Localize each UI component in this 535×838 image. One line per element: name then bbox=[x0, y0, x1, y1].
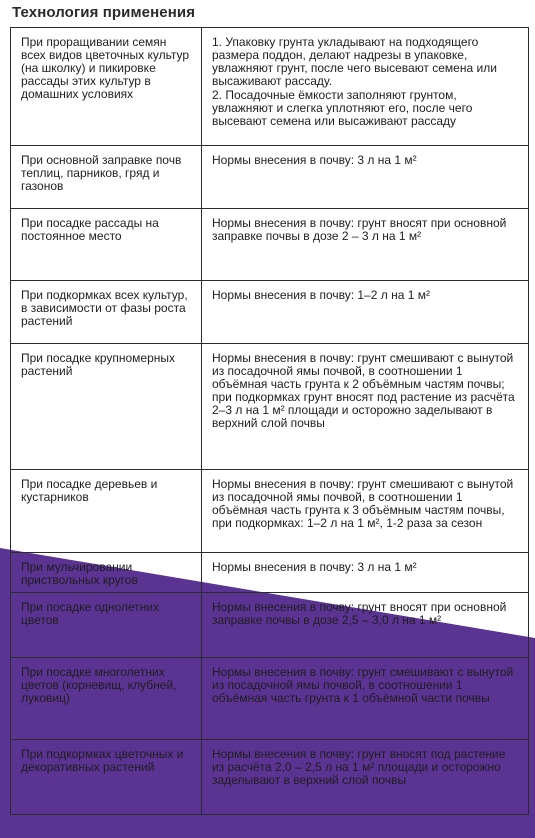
rate-text: 2. Посадочные ёмкости заполняют грунтом, увлажняют и слегка уплотняют его, после чего высевают семена или высаживают рассаду bbox=[212, 88, 473, 128]
rate-cell bbox=[202, 658, 529, 740]
rate-text: Нормы внесения в почву: грунт смешивают с вынутой из посадочной ямы почвой, в соотношении 1 объёмная часть грунта к 1 объёмной части почвы bbox=[212, 665, 514, 705]
rate-cell bbox=[202, 593, 529, 658]
condition-cell: При проращивании семян всех видов цветочных культур (на школку) и пикировке рассады этих культур в домашних условиях bbox=[11, 28, 202, 146]
condition-cell: При мульчировании приствольных кругов bbox=[11, 553, 202, 593]
rate-text: Нормы внесения в почву: грунт смешивают с вынутой из посадочной ямы почвой, в соотношении 1 объёмная часть грунта к 3 объёмным частям почвы, при подкормках: 1–2 л на 1 м², 1-2 раза за сезон bbox=[212, 477, 514, 530]
rate-text: 1. Упаковку грунта укладывают на подходящего размера поддон, делают надрезы в упаковке, увлажняют грунт, после чего высевают семена или высаживают рассаду. bbox=[212, 35, 497, 88]
table-row bbox=[11, 740, 529, 815]
condition-cell: При посадке однолетних цветов bbox=[11, 593, 202, 658]
condition-cell: При подкормках цветочных и декоративных растений bbox=[11, 740, 202, 815]
rate-text: Нормы внесения в почву: грунт вносят под растение из расчёта 2,0 – 2,5 л на 1 м² площади и осторожно заделывают в верхний слой почвы bbox=[212, 747, 506, 787]
rate-cell bbox=[202, 281, 529, 344]
rate-text: Нормы внесения в почву: 1–2 л на 1 м² bbox=[212, 288, 430, 302]
table-row bbox=[11, 28, 529, 146]
rate-cell bbox=[202, 28, 529, 146]
table-row bbox=[11, 553, 529, 593]
rate-cell bbox=[202, 740, 529, 815]
rate-cell bbox=[202, 344, 529, 470]
condition-cell: При основной заправке почв теплиц, парников, гряд и газонов bbox=[11, 146, 202, 209]
condition-cell: При посадке многолетних цветов (корневищ, клубней, луковиц) bbox=[11, 658, 202, 740]
condition-cell: При посадке крупномерных растений bbox=[11, 344, 202, 470]
rate-text: Нормы внесения в почву: грунт смешивают с вынутой из посадочной ямы почвой, в соотношении 1 объёмная часть грунта к 2 объёмным частям почвы; при подкормках грунт вносят под растение из расчёта 2–3 л на 1 м² площади и осторожно заделывают в верхний слой почвы bbox=[212, 351, 515, 430]
application-table bbox=[10, 27, 529, 815]
section-title: Технология применения bbox=[12, 4, 196, 21]
rate-cell bbox=[202, 470, 529, 553]
rate-text: Нормы внесения в почву: грунт вносят при основной заправке почвы в дозе 2 – 3 л на 1 м² bbox=[212, 216, 507, 243]
condition-cell: При посадке рассады на постоянное место bbox=[11, 209, 202, 281]
rate-cell bbox=[202, 209, 529, 281]
table-row bbox=[11, 146, 529, 209]
rate-text: Нормы внесения в почву: грунт вносят при основной заправке почвы в дозе 2,5 – 3,0 л на 1 м² bbox=[212, 600, 507, 627]
condition-cell: При посадке деревьев и кустарников bbox=[11, 470, 202, 553]
table-row bbox=[11, 209, 529, 281]
rate-cell bbox=[202, 553, 529, 593]
table-row bbox=[11, 470, 529, 553]
table-row bbox=[11, 281, 529, 344]
table-row bbox=[11, 344, 529, 470]
condition-cell: При подкормках всех культур, в зависимости от фазы роста растений bbox=[11, 281, 202, 344]
table-row bbox=[11, 593, 529, 658]
rate-cell bbox=[202, 146, 529, 209]
rate-text: Нормы внесения в почву: 3 л на 1 м² bbox=[212, 560, 417, 574]
table-row bbox=[11, 658, 529, 740]
rate-text: Нормы внесения в почву: 3 л на 1 м² bbox=[212, 153, 417, 167]
